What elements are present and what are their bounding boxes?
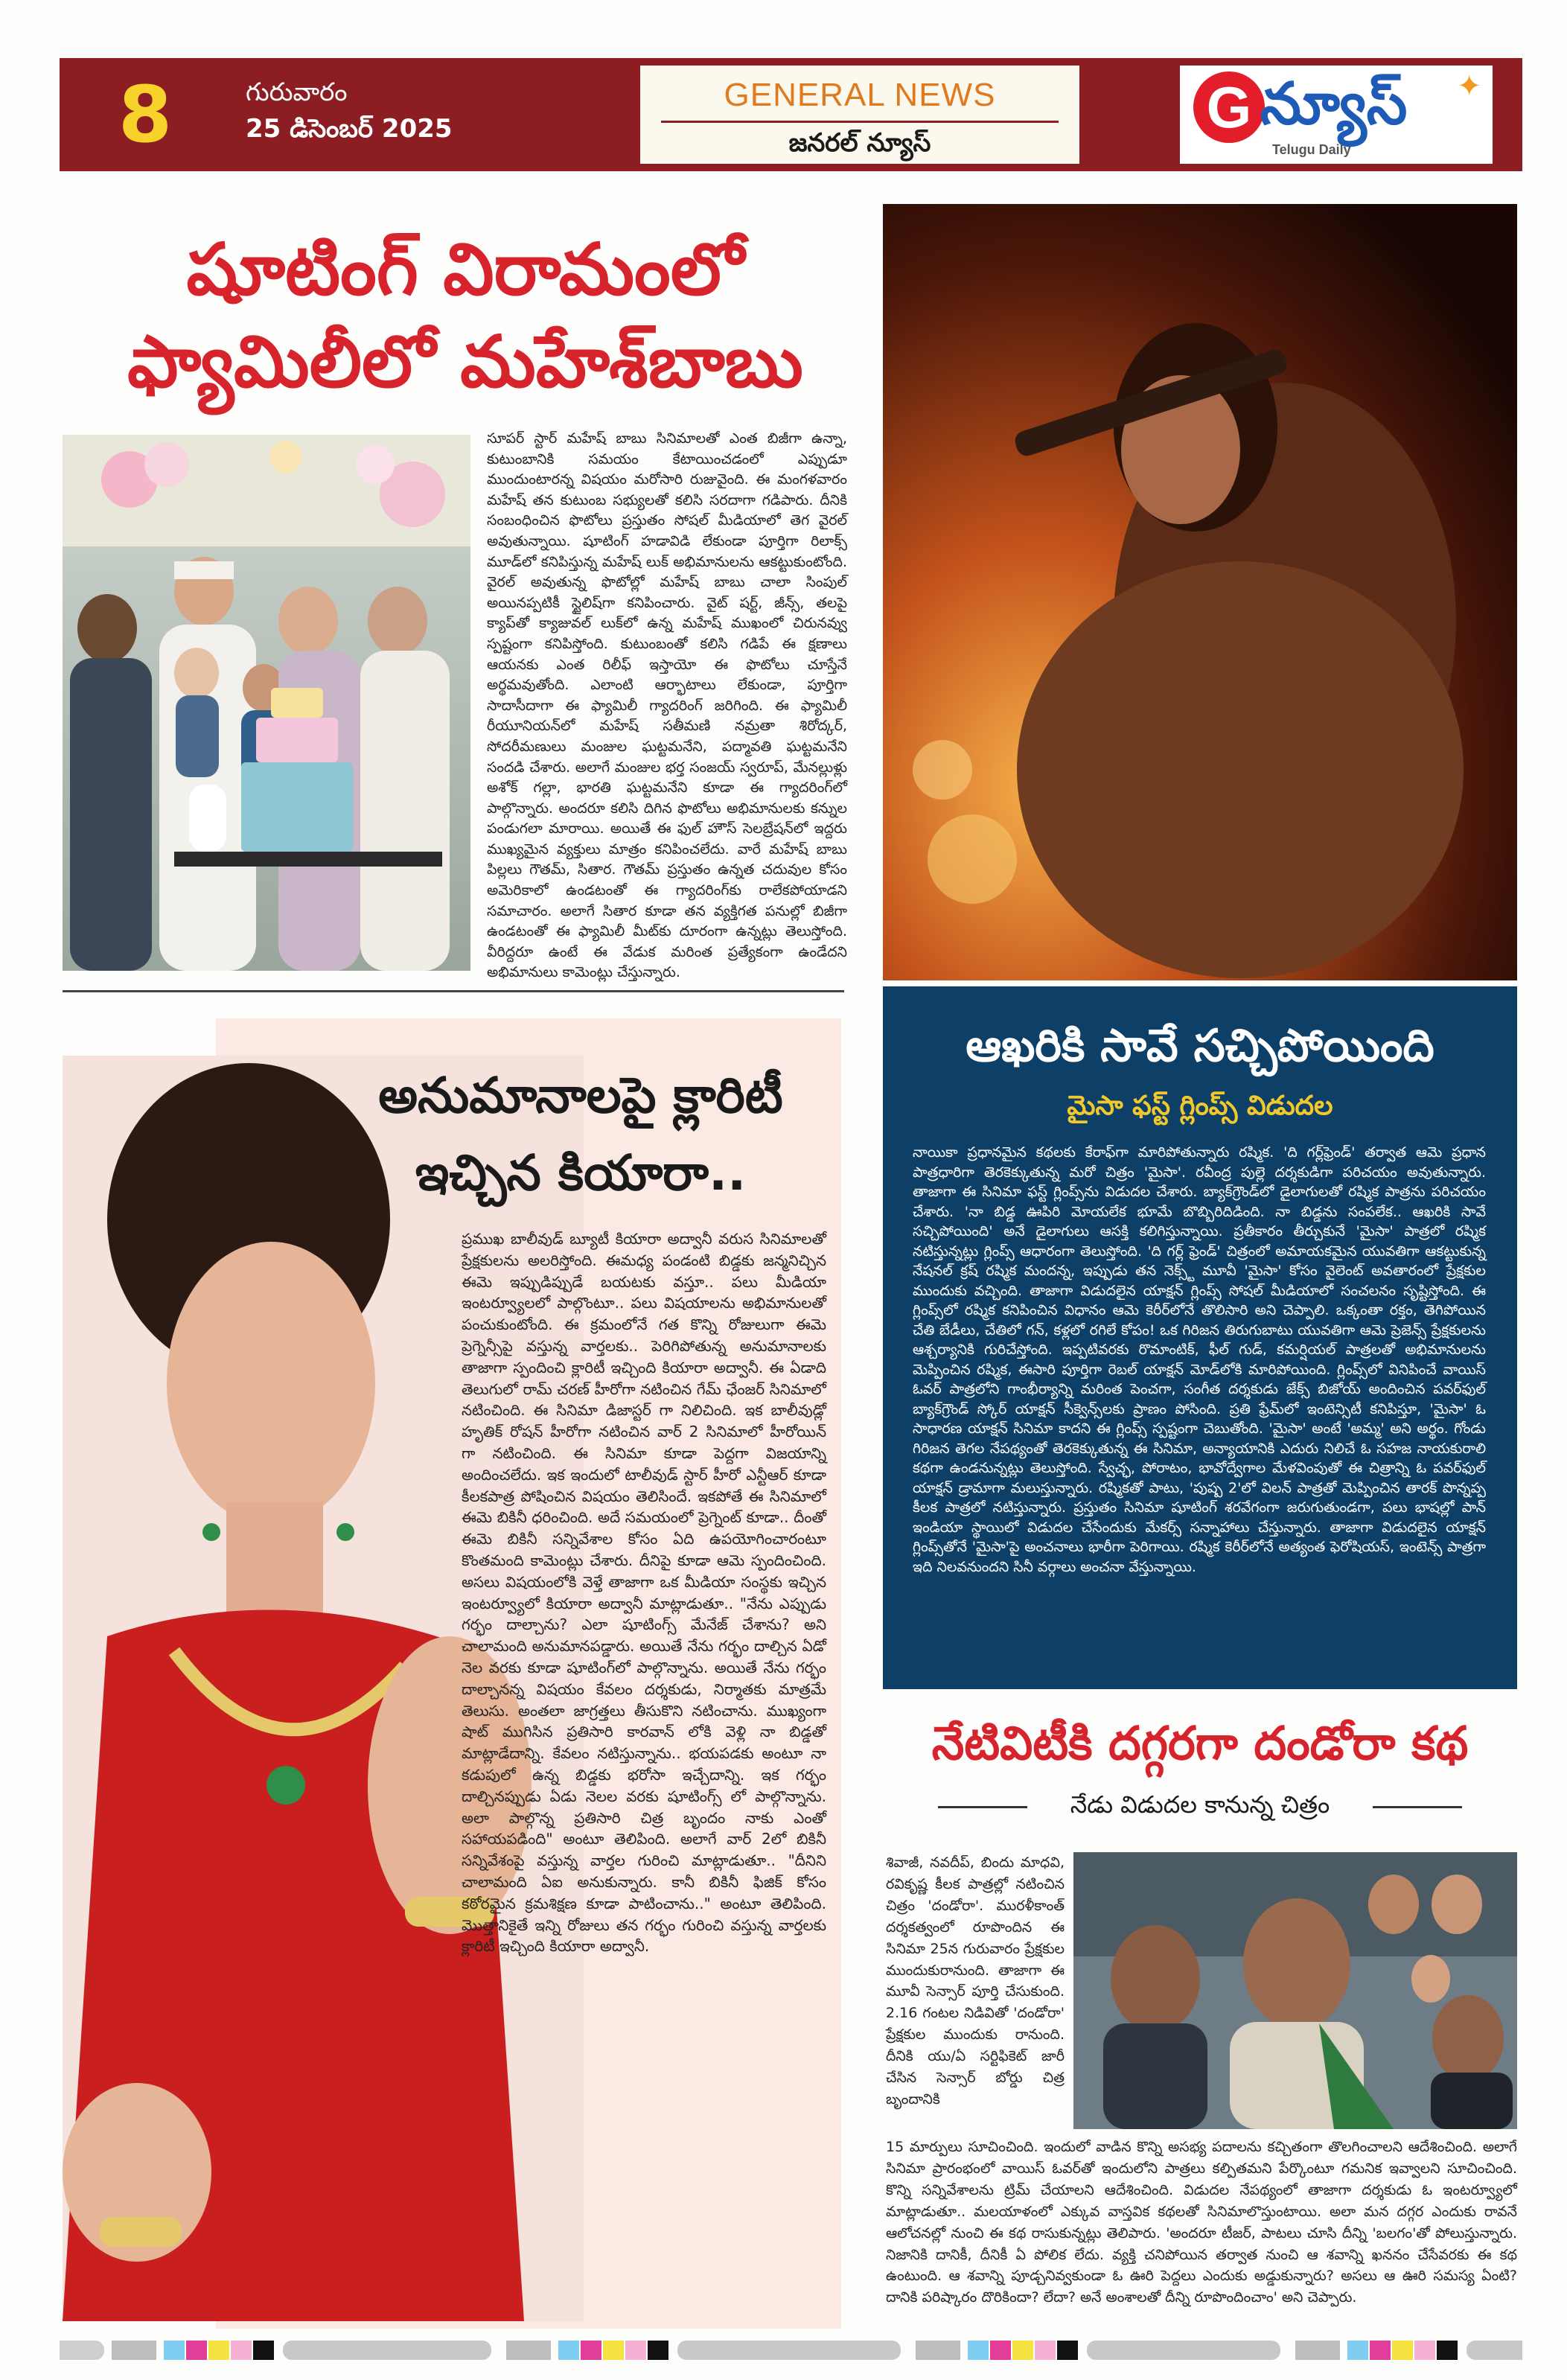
maisa-photo-illustration	[883, 204, 1517, 980]
mahesh-headline-line2: ఫ్యామిలీలో మహేశ్‌బాబు	[127, 320, 803, 403]
subhead-rule-right	[1373, 1806, 1462, 1808]
maisa-glimpse-photo	[883, 204, 1517, 980]
logo-tagline: Telugu Daily	[1272, 142, 1351, 157]
mahesh-family-photo	[63, 435, 470, 971]
kiara-headline	[350, 1057, 811, 1212]
dandora-subheadline: నేడు విడుదల కానున్న చిత్రం	[1070, 1790, 1330, 1819]
maisa-article-body: నాయికా ప్రధానమైన కథలకు కేరాఫ్‌గా మారిపోతున్నారు రష్మిక. 'ది గర్ల్‌ఫ్రెండ్‌' తర్వాత ఆమె ప్రధాన పాత్రధారిగా తెరకెక్కుతున్న మరో చిత్రం 'మైసా'. రవీంద్ర పుల్లె దర్శకుడిగా పరిచయం అవుతున్నారు. తాజాగా ఈ సినిమా ఫస్ట్‌ గ్లింప్స్‌ను విడుదల చేశారు. బ్యాక్‌గ్రౌండ్‌లో డైలాగులతో రష్మిక పాత్రను పరిచయం చేశారు. 'నా బిడ్డ ఊపిరి మోయలేక భూమే బొబ్బిరిదిడింది. నా బిడ్డను సంపలేక.. ఆఖరికి సావే సచ్చిపోయింది' అనే డైలాగులు ఆసక్తి కలిగిస్తున్నాయి. ప్రతీకారం తీర్చుకునే 'మైసా' పాత్రలో రష్మిక నటిస్తున్నట్లు గ్లింప్స్‌ ఆధారంగా తెలుస్తోంది. 'ది గర్ల్‌ ఫ్రెండ్‌' చిత్రంలో అమాయకమైన యువతిగా ఆకట్టుకున్న నేషనల్‌ క్రష్‌ రష్మిక మందన్న, ఇప్పుడు తన నెక్స్ట్‌ మూవీ 'మైసా' కోసం వైలెంట్‌ అవతారంలో ప్రేక్షకుల ముందుకు వచ్చింది. తాజాగా విడుదలైన యాక్షన్‌ గ్లింప్స్‌ సోషల్‌ మీడియాలో సంచలనం సృష్టిస్తోంది. ఈ గ్లింప్స్‌లో రష్మిక కనిపించిన విధానం ఆమె కెరీర్‌లోనే తొలిసారి అని చెప్పాలి. ఒక్కంతా రక్తం, తెగిపోయిన చేతి బేడీలు, చేతిలో గన్‌, కళ్లలో రగిలే కోపం! ఒక గిరిజన తిరుగుబాటు యువతిగా ఆమె ప్రెజెన్స్‌ ప్రేక్షకులను ఆశ్చర్యానికి గురిచేస్తోంది. ఇప్పటివరకు రొమాంటిక్‌, ఫీల్‌ గుడ్‌, కమర్షియల్‌ పాత్రలతో అభిమానులను మెప్పించిన రష్మిక, ఈసారి పూర్తిగా రెబల్‌ యాక్షన్‌ మోడ్‌లోకి మారిపోయింది. గ్లింప్స్‌లో వినిపించే వాయిస్‌ ఓవర్‌ పాత్రలోని గాంభీర్యాన్ని మరింత పెంచగా, సంగీత దర్శకుడు జేక్స్‌ బిజోయ్‌ అందించిన పవర్‌ఫుల్‌ బ్యాక్‌గ్రౌండ్‌ స్కోర్‌ యాక్షన్‌ సీక్వెన్స్‌లకు ప్రాణం పోసింది. ప్రతి ఫ్రేమ్‌లో ఇంటెన్సిటీ కనిపిస్తూ, 'మైసా' ఓ సాధారణ యాక్షన్‌ సినిమా కాదని ఈ గ్లింప్స్‌ స్పష్టంగా చెబుతోంది. 'మైసా' అంటే 'అమ్మ' అని అర్థం. గోండు గిరిజన తెగల నేపథ్యంతో తెరకెక్కుతున్న ఈ సినిమా, అన్యాయానికి ఎదురు నిలిచే ఓ సహజ నాయకురాలి కథగా ఉండనున్నట్లు తెలుస్తోంది. స్వేచ్ఛ, పోరాటం, భావోద్వేగాల మేళవింపుతో ఈ చిత్రాన్ని ఓ పవర్‌ఫుల్‌ యాక్షన్‌ డ్రామాగా మలుస్తున్నారు. రష్మికతో పాటు, 'పుష్ప 2'లో విలన్‌ పాత్రతో మెప్పించిన తారక్‌ పొన్నప్ప కీలక పాత్రలో నటిస్తున్నారు. ప్రస్తుతం సినిమా షూటింగ్‌ శరవేగంగా జరుగుతుండగా, పలు భాషల్లో పాన్‌ ఇండియా స్థాయిలో విడుదల చేసేందుకు మేకర్స్‌ సన్నాహాలు చేస్తున్నారు. తాజాగా విడుదలైన యాక్షన్‌ గ్లింప్స్‌తోనే 'మైసా'పై అంచనాలు భారీగా పెరిగాయి. రష్మిక కెరీర్‌లోనే అత్యంత ఫెరోషియస్‌, ఇంటెన్స్‌ పాత్రగా ఇది నిలవనుందని సినీ వర్గాలు అంచనా వేస్తున్నాయి.	[913, 1144, 1486, 1575]
kiara-article-body: ప్రముఖ బాలీవుడ్‌ బ్యూటీ కియారా అద్వానీ వరుస సినిమాలతో ప్రేక్షకులను అలరిస్తోంది. ఈమధ్య పండంటి బిడ్డకు జన్మనిచ్చిన ఈమె ఇప్పుడిప్పుడే బయటకు వస్తూ.. పలు మీడియా ఇంటర్వ్యూలలో పాల్గొంటూ.. పలు విషయాలను అభిమానులతో పంచుకుంటోంది. ఈ క్రమంలోనే గత కొన్ని రోజులుగా ఈమె ప్రెగ్నెన్సీపై వస్తున్న వార్తలకు.. పెరిగిపోతున్న అనుమానాలకు తాజాగా స్పందించి క్లారిటీ ఇచ్చింది కియారా అద్వానీ. ఈ ఏడాది తెలుగులో రామ్‌ చరణ్‌ హీరోగా నటించిన గేమ్‌ ఛేంజర్‌ సినిమాలో నటించింది. ఈ సినిమా డిజాస్టర్‌ గా నిలిచింది. ఇక బాలీవుడ్లో హృతిక్‌ రోషన్‌ హీరోగా నటించిన వార్‌ 2 సినిమాలో హీరోయిన్‌ గా నటించింది. ఈ సినిమా కూడా పెద్దగా విజయాన్ని అందించలేదు. ఇక ఇందులో టాలీవుడ్‌ స్టార్‌ హీరో ఎన్టీఆర్‌ కూడా కీలకపాత్ర పోషించిన విషయం తెలిసిందే. ఇకపోతే ఈ సినిమాలో ఈమె బికినీ ధరించింది. అదే సమయంలో ప్రెగ్నెంట్‌ కూడా.. దీంతో ఈమె బికినీ సన్నివేశాల కోసం ఏది ఉపయోగించారంటూ కొంతమంది కామెంట్లు చేశారు. దీనిపై కూడా ఆమె స్పందించింది. అసలు విషయంలోకి వెళ్తే తాజాగా ఒక మీడియా సంస్థకు ఇచ్చిన ఇంటర్వ్యూలో కియారా అద్వానీ మాట్లాడుతూ.. "నేను ఎప్పుడు గర్భం దాల్చాను? ఎలా షూటింగ్స్‌ మేనేజ్‌ చేశాను? అని చాలామంది అనుమానపడ్డారు. అయితే నేను గర్భం దాల్చిన ఏడో నెల వరకు కూడా షూటింగ్‌లో పాల్గొన్నాను. అయితే నేను గర్భం దాల్చానన్న విషయం కేవలం దర్శకుడు, నిర్మాతకు మాత్రమే తెలుసు. అంతలా జాగ్రత్తలు తీసుకొని నటించాను. ముఖ్యంగా షాట్‌ ముగిసిన ప్రతిసారి కారవాన్‌ లోకి వెళ్లి నా బిడ్డతో మాట్లాడేదాన్ని. కేవలం నటిస్తున్నాను.. భయపడకు అంటూ నా కడుపులో ఉన్న బిడ్డకు భరోసా ఇచ్చేదాన్ని. ఇక గర్భం దాల్చినప్పుడు ఏడు నెలల వరకు షూటింగ్స్‌ లో పాల్గొన్నాను. అలా పాల్గొన్న ప్రతిసారి చిత్ర బృందం నాకు ఎంతో సహాయపడింది" అంటూ తెలిపింది. అలాగే వార్‌ 2లో బికినీ సన్నివేశంపై వస్తున్న వార్తల గురించి మాట్లాడుతూ.. "దీనిని చాలామంది ఏఐ అనుకున్నారు. కానీ బికినీ ఫిజిక్‌ కోసం కఠోరమైన క్రమశిక్షణ కూడా పాటించాను.." అంటూ తెలిపింది. మొత్తానికైతే ఇన్ని రోజులు తన గర్భం గురించి వస్తున్న వార్తలకు క్లారిటీ ఇచ్చింది కియారా అద్వానీ.	[462, 1230, 826, 1956]
section-divider	[661, 121, 1059, 123]
maisa-subheadline: మైసా ఫస్ట్‌ గ్లింప్స్‌ విడుదల	[1067, 1091, 1333, 1121]
maisa-headline: ఆఖరికి సావే సచ్చిపోయింది	[966, 1020, 1434, 1072]
dandora-headline: నేటివిటీకి దగ్గరగా దండోరా కథ	[931, 1716, 1469, 1770]
section-title-en: GENERAL NEWS	[724, 77, 996, 113]
dandora-article-body-continued: 15 మార్పులు సూచించింది. ఇందులో వాడిన కొన్ని అసభ్య పదాలను కచ్చితంగా తొలగించాలని ఆదేశించింది. అలాగే సినిమా ప్రారంభంలో వాయిస్‌ ఓవర్‌తో ఇందులోని పాత్రలు కల్పితమని పేర్కొంటూ గమనిక ఇవ్వాలని సూచించింది. కొన్ని సన్నివేశాలను ట్రిమ్‌ చేయాలని ఆదేశించింది. విడుదల నేపథ్యంలో తాజాగా దర్శకుడు ఓ ఇంటర్వ్యూలో మాట్లాడుతూ.. మలయాళంలో ఎక్కువ వాస్తవిక కథలతో సినిమాలొస్తుంటాయి. అలా మన దగ్గర ఎందుకు రావనే ఆలోచనల్లో నుంచి ఈ కథ రాసుకున్నట్లు తెలిపారు. 'అందరూ టీజర్‌, పాటలు చూసి దీన్ని 'బలగం'తో పోలుస్తున్నారు. నిజానికి దానికీ, దీనికీ ఏ పోలిక లేదు. వ్యక్తి చనిపోయిన తర్వాత నుంచి ఆ శవాన్ని ఖననం చేసేవరకు ఈ కథ ఉంటుంది. ఆ శవాన్ని పూడ్చనివ్వకుండా ఓ ఊరి పెద్దలు ఎందుకు అడ్డుకున్నారు? అసలు ఆ ఊరి సమస్య ఏంటి? దానికి పరిష్కారం దొరికిందా? లేదా? అనే అంశాలతో దీన్ని రూపొందించాం' అని చెప్పారు.	[886, 2139, 1517, 2306]
mahesh-family-photo-illustration	[63, 435, 470, 971]
logo-wordmark: న్యూస్	[1260, 71, 1408, 138]
weekday: గురువారం	[246, 77, 348, 107]
masthead	[60, 58, 1522, 171]
dandora-article-body-column: శివాజీ, నవదీప్‌, బిందు మాధవి, రవికృష్ణ కీలక పాత్రల్లో నటించిన చిత్రం 'దండోరా'. మురళీకాంత్‌ దర్శకత్వంలో రూపొందిన ఈ సినిమా 25న గురువారం ప్రేక్షకుల ముందుకురానుంది. తాజాగా ఈ మూవీ సెన్సార్‌ పూర్తి చేసుకుంది. 2.16 గంటల నిడివితో 'దండోరా' ప్రేక్షకుల ముందుకు రానుంది. దీనికి యు/ఏ సర్టిఫికెట్‌ జారీ చేసిన సెన్సార్‌ బోర్డు చిత్ర బృందానికి	[886, 1854, 1065, 2108]
page-number: 8	[118, 69, 173, 160]
section-title-te: జనరల్ న్యూస్	[788, 128, 931, 158]
maisa-story-panel	[883, 986, 1517, 1689]
kiara-headline-line1: అనుమానాలపై క్లారిటీ	[378, 1067, 783, 1124]
section-divider-line	[63, 990, 844, 992]
mahesh-headline-line1: షూటింగ్ విరామంలో	[186, 228, 744, 311]
mahesh-headline	[67, 223, 864, 408]
dandora-cast-photo	[1073, 1852, 1517, 2129]
print-registration-bar	[60, 2341, 1522, 2360]
mahesh-article-body: సూపర్‌ స్టార్‌ మహేష్‌ బాబు సినిమాలతో ఎంత బిజీగా ఉన్నా, కుటుంబానికి సమయం కేటాయించడంలో ఎప్పుడూ ముందుంటారన్న విషయం మరోసారి రుజువైంది. ఈ మంగళవారం మహేష్‌ తన కుటుంబ సభ్యులతో కలిసి సరదాగా గడిపారు. దీనికి సంబంధించిన ఫొటోలు ప్రస్తుతం సోషల్‌ మీడియాలో తెగ వైరల్‌ అవుతున్నాయి. షూటింగ్‌ హడావిడి లేకుండా పూర్తిగా రిలాక్స్‌ మూడ్‌లో కనిపిస్తున్న మహేష్‌ లుక్‌ అభిమానులను ఆకట్టుకుంటోంది. వైరల్‌ అవుతున్న ఫొటోల్లో మహేష్‌ బాబు చాలా సింపుల్‌ అయినప్పటికీ స్టైలిష్‌గా కనిపించారు. వైట్‌ షర్ట్‌, జీన్స్‌, తలపై క్యాప్‌తో క్యాజువల్‌ లుక్‌లో ఉన్న మహేష్‌ ముఖంలో చిరునవ్వు స్పష్టంగా కనిపిస్తోంది. కుటుంబంతో కలిసి గడిపే ఈ క్షణాలు ఆయనకు ఎంత రిలీఫ్‌ ఇస్తాయో ఈ ఫొటోలు చూస్తేనే అర్థమవుతోంది. ఎలాంటి ఆర్భాటాలు లేకుండా, పూర్తిగా సాదాసీదాగా ఈ ఫ్యామిలీ గ్యాదరింగ్‌ జరిగింది. ఈ ఫ్యామిలీ రీయూనియన్‌లో మహేష్‌ సతీమణి నమ్రతా శిరోద్కర్‌, సోదరీమణులు మంజుల ఘట్టమనేని, పద్మావతి ఘట్టమనేని సందడి చేశారు. అలాగే మంజుల భర్త సంజయ్‌ స్వరూప్‌, మేనల్లుళ్లు అశోక్‌ గల్లా, భారతి ఘట్టమనేని కూడా ఈ గ్యాదరింగ్‌లో పాల్గొన్నారు. అందరూ కలిసి దిగిన ఫొటోలు అభిమానులకు కన్నుల పండుగలా మారాయి. అయితే ఈ ఫుల్‌ హౌస్‌ సెలబ్రేషన్‌లో ఇద్దరు ముఖ్యమైన వ్యక్తులు మాత్రం కనిపించలేదు. వారే మహేష్‌ బాబు పిల్లలు గౌతమ్‌, సితార. గౌతమ్‌ ప్రస్తుతం ఉన్నత చదువుల కోసం అమెరికాలో ఉండటంతో ఈ గ్యాదరింగ్‌కు రాలేకపోయాడని సమాచారం. అలాగే సితార కూడా తన వ్యక్తిగత పనుల్లో బిజీగా ఉండటంతో ఈ ఫ్యామిలీ మీట్‌కు దూరంగా ఉన్నట్లు తెలుస్తోంది. వీరిద్దరూ ఉంటే ఈ వేడుక మరింత ప్రత్యేకంగా ఉండేదని అభిమానులు కామెంట్లు చేస్తున్నారు.	[487, 430, 847, 981]
date-block	[246, 74, 453, 147]
dandora-photo-illustration	[1073, 1852, 1517, 2129]
kiara-headline-line2: ఇచ్చిన కియారా..	[415, 1144, 747, 1202]
section-label	[640, 66, 1079, 164]
logo-g-letter: G	[1193, 71, 1265, 143]
issue-date: 25 డిసెంబర్ 2025	[246, 114, 453, 144]
logo-star-icon: ✦	[1457, 69, 1482, 103]
newspaper-logo	[1180, 66, 1493, 164]
